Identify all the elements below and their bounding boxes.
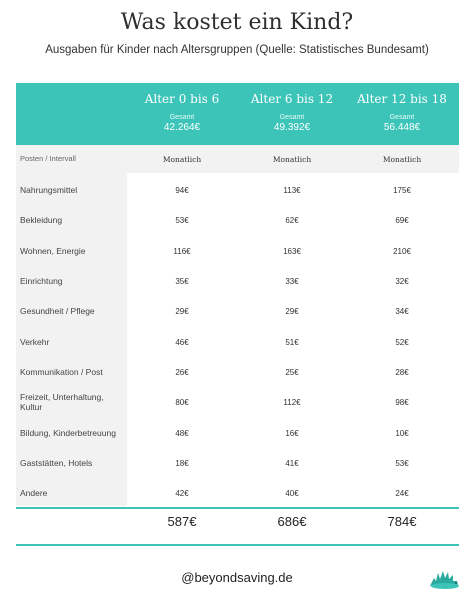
table-row [16,327,459,357]
table-row [16,236,459,266]
table-cell: 29€ [175,306,189,316]
table-row [16,357,459,387]
age-group-total: 56.448€ [383,122,421,133]
table-row [16,296,459,326]
totals-top-rule [16,507,459,509]
totals-bottom-rule [16,544,459,546]
row-label: Kommunikation / Post [20,367,103,377]
table-cell: 94€ [175,185,189,195]
cost-table [16,145,459,506]
table-cell: 69€ [395,215,409,225]
row-label: Gaststätten, Hotels [20,458,93,468]
table-cell: 53€ [175,215,189,225]
table-cell: 210€ [393,246,411,256]
table-cell: 62€ [285,215,299,225]
age-group-total-label: Gesamt [389,114,415,121]
row-label: Bekleidung [20,215,63,225]
row-label: Einrichtung [20,276,63,286]
age-group-0-6 [127,83,237,133]
row-label: Bildung, Kinderbetreuung [20,428,116,438]
table-cell: 53€ [395,458,409,468]
age-group-total-label: Gesamt [279,114,305,121]
table-cell: 175€ [393,185,411,195]
table-cell: 32€ [395,276,409,286]
hedgehog-icon [428,566,460,590]
table-cell: 28€ [395,367,409,377]
table-cell: 42€ [175,488,189,498]
table-cell: 112€ [283,397,301,407]
row-label: Nahrungsmittel [20,185,78,195]
total-monthly: 686€ [277,514,307,529]
age-group-label: Alter 12 bis 18 [357,92,447,106]
row-label: Gesundheit / Pflege [20,306,95,316]
interval-header: Monatlich [382,154,422,164]
age-group-6-12 [237,83,347,133]
table-row [16,448,459,478]
age-group-total: 49.392€ [273,122,311,133]
table-row [16,205,459,235]
table-cell: 16€ [285,428,299,438]
row-label: Andere [20,488,48,498]
table-cell: 163€ [283,246,301,256]
row-label: Wohnen, Energie [20,246,86,256]
total-monthly: 784€ [387,514,417,529]
table-cell: 80€ [175,397,189,407]
age-group-label: Alter 0 bis 6 [144,92,220,106]
interval-header: Monatlich [272,154,312,164]
page-title: Was kostet ein Kind? [120,10,354,35]
age-group-total: 42.264€ [163,122,201,133]
page-subtitle: Ausgaben für Kinder nach Altersgruppen (Quelle: Statistisches Bundesamt) [45,44,429,56]
row-label: Freizeit, Unterhaltung, Kultur [20,392,104,412]
table-row [16,387,459,417]
table-row [16,175,459,205]
table-row [16,266,459,296]
total-monthly: 587€ [167,514,197,529]
table-cell: 10€ [395,428,409,438]
table-cell: 116€ [173,246,191,256]
interval-header: Monatlich [162,154,202,164]
table-cell: 46€ [175,337,189,347]
table-cell: 35€ [175,276,189,286]
table-cell: 29€ [285,306,299,316]
table-cell: 98€ [395,397,409,407]
age-group-total-label: Gesamt [169,114,195,121]
age-group-header [16,83,459,145]
table-row [16,478,459,508]
table-cell: 24€ [395,488,409,498]
table-header-label: Posten / Intervall [20,154,76,163]
table-cell: 51€ [285,337,299,347]
table-cell: 40€ [285,488,299,498]
table-header-row [16,145,459,173]
table-cell: 25€ [285,367,299,377]
table-cell: 33€ [285,276,299,286]
footer-handle: @beyondsaving.de [181,570,293,585]
table-row [16,418,459,448]
table-cell: 113€ [283,185,301,195]
table-cell: 52€ [395,337,409,347]
table-cell: 26€ [175,367,189,377]
table-cell: 34€ [395,306,409,316]
row-label: Verkehr [20,337,50,347]
table-cell: 18€ [175,458,189,468]
table-cell: 48€ [175,428,189,438]
age-group-12-18 [347,83,457,133]
age-group-label: Alter 6 bis 12 [250,92,334,106]
table-cell: 41€ [285,458,299,468]
